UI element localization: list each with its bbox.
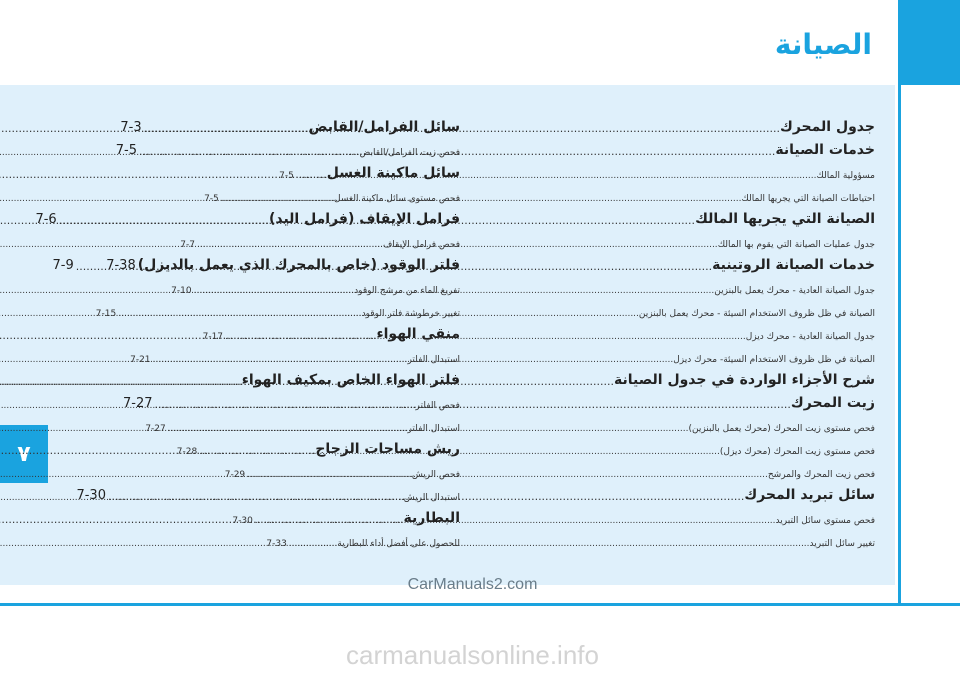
dot-leader [0, 444, 315, 457]
toc-page-number: 7-17 [202, 332, 224, 342]
toc-page-number: 7-3 [120, 120, 142, 135]
toc-entry-label: سائل ماكينة الغسل [326, 165, 460, 181]
toc-entry-main[interactable] [130, 204, 460, 227]
dot-leader [0, 122, 309, 135]
toc-entry-sub[interactable] [130, 227, 460, 250]
dot-leader [0, 214, 269, 227]
toc-entry-label: فحص زيت المحرك والمرشح [767, 470, 875, 480]
toc-page-number: 7-27 [123, 396, 153, 411]
toc-entry-sub[interactable] [130, 480, 460, 503]
dot-leader [0, 493, 404, 503]
side-strip [898, 85, 960, 605]
toc-page-number: 7-6 [35, 212, 57, 227]
toc-page-number: 7-30 [232, 516, 253, 526]
toc-entry-label: سائل الفرامل/القابض [308, 119, 460, 135]
toc-entry-label: جدول المحرك [780, 119, 875, 135]
dot-leader [0, 309, 362, 319]
toc-entry-label: شرح الأجزاء الواردة في جدول الصيانة [614, 372, 875, 388]
toc-entry-label: فحص فرامل الإيقاف [382, 240, 460, 250]
toc-page-number: 7-5 [204, 194, 219, 204]
toc-entry-main[interactable] [130, 365, 460, 388]
toc-entry-label: الصيانة التي يجريها المالك [695, 211, 875, 227]
dot-leader [0, 401, 416, 411]
toc-page-number: 7-30 [76, 488, 106, 503]
toc-entry-label: فحص مستوى سائل التبريد [775, 516, 875, 526]
toc-entry-label: استبدال الفلتر [407, 424, 460, 434]
toc-page-number: 7-5 [279, 171, 294, 181]
toc-page-number: 7-28 [176, 447, 198, 457]
footer-watermark: carmanualsonline.info [346, 640, 599, 670]
toc-entry-label: الصيانة في ظل ظروف الاستخدام السيئة - محرك يعمل بالبنزين [638, 309, 875, 319]
toc-entry-label: فحص الفلتر [415, 401, 460, 411]
dot-leader [0, 424, 407, 434]
toc-entry-label: تغيير خرطوشة فلتر الوقود [361, 309, 460, 319]
toc-entry-label: سائل تبريد المحرك [744, 487, 875, 503]
toc-entry-sub[interactable] [130, 388, 460, 411]
toc-entry-label: فحص مستوى سائل ماكينة الغسل [334, 194, 460, 204]
toc-entry-label: ريش مساحات الزجاج [315, 441, 460, 457]
toc-entry-main[interactable] [130, 434, 460, 457]
dot-leader [0, 355, 407, 365]
toc-entry-label: فحص مستوى زيت المحرك (محرك ديزل) [719, 447, 875, 457]
footer-divider [0, 603, 960, 606]
toc-page-number: 7-21 [130, 355, 151, 365]
toc-entry-main[interactable] [545, 365, 875, 388]
dot-leader [0, 148, 359, 158]
toc-entry-label: جدول الصيانة العادية - محرك ديزل [745, 332, 875, 342]
toc-page-number: 7-38 [106, 258, 136, 273]
toc-entry-label: خدمات الصيانة [775, 142, 875, 158]
toc-entry-label: فلتر الوقود (خاص بالمحرك الذي يعمل بالديزل) [137, 257, 460, 273]
toc-entry-label: منقي الهواء [376, 326, 460, 342]
dot-leader [0, 539, 337, 549]
toc-entry-label: جدول عمليات الصيانة التي يقوم بها المالك [717, 240, 875, 250]
dot-leader [0, 329, 376, 342]
header-accent-strip [898, 0, 960, 85]
dot-leader [0, 470, 412, 480]
toc-entry-label: تفريغ الماء من مرشح الوقود [354, 286, 460, 296]
toc-entry-label: الصيانة في ظل ظروف الاستخدام السيئة- محرك ديزل [673, 355, 875, 365]
toc-entry-label: خدمات الصيانة الروتينية [712, 257, 875, 273]
toc-entry-sub[interactable] [130, 411, 460, 434]
toc-entry-main[interactable] [130, 319, 460, 342]
toc-entry-label: استبدال الريش [403, 493, 460, 503]
toc-page-number: 7-29 [224, 470, 246, 480]
toc-entry-sub[interactable] [130, 526, 460, 549]
toc-entry-sub[interactable] [130, 181, 460, 204]
toc-page-number: 7-10 [171, 286, 192, 296]
toc-entry-label: فحص الريش [411, 470, 460, 480]
toc-entry-label: فحص زيت الفرامل/القابض [359, 148, 460, 158]
page-title: الصيانة [774, 28, 872, 61]
toc-entry-main[interactable] [130, 503, 460, 526]
toc-page-number: 7-7 [180, 240, 195, 250]
dot-leader [0, 286, 354, 296]
toc-entry-label: مسؤولية المالك [816, 171, 875, 181]
watermark-text: CarManuals2.com [407, 576, 538, 593]
toc-entry-label: احتياطات الصيانة التي يجريها المالك [741, 194, 875, 204]
toc-entry-label: فحص مستوى زيت المحرك (محرك يعمل بالبنزين) [688, 424, 875, 434]
toc-entry-sub[interactable] [130, 342, 460, 365]
toc-entry-main[interactable] [130, 112, 460, 135]
toc-page-number: 7-5 [115, 143, 137, 158]
toc-entry-label: للحصول على أفضل أداء للبطارية [337, 539, 460, 549]
toc-entry-sub[interactable] [130, 296, 460, 319]
toc-entry-main[interactable] [106, 250, 460, 273]
toc-entry-sub[interactable] [130, 135, 460, 158]
toc-entry-main[interactable] [130, 158, 460, 181]
toc-entry-label: فرامل الإيقاف (فرامل اليد) [268, 211, 460, 227]
toc-page-number: 7-27 [145, 424, 166, 434]
dot-leader [0, 375, 242, 388]
toc-page-number: 7-9 [52, 258, 74, 273]
toc-entry-label: استبدال الفلتر [407, 355, 460, 365]
toc-entry-sub[interactable] [130, 273, 460, 296]
toc-page-number: 7-33 [266, 539, 287, 549]
toc-entry-label: البطارية [403, 510, 460, 526]
toc-entry-label: فلتر الهواء الخاص بمكيف الهواء [241, 372, 460, 388]
dot-leader [0, 168, 327, 181]
toc-entry-label: تغيير سائل التبريد [809, 539, 875, 549]
toc-page-number: 7-15 [95, 309, 117, 319]
toc-entry-label: جدول الصيانة العادية - محرك يعمل بالبنزين [714, 286, 875, 296]
dot-leader [0, 194, 334, 204]
dot-leader [0, 240, 383, 250]
toc-entry-sub[interactable] [130, 457, 460, 480]
toc-entry-label: زيت المحرك [790, 395, 875, 411]
dot-leader [0, 513, 404, 526]
chapter-tab[interactable]: ٧ [0, 425, 48, 483]
